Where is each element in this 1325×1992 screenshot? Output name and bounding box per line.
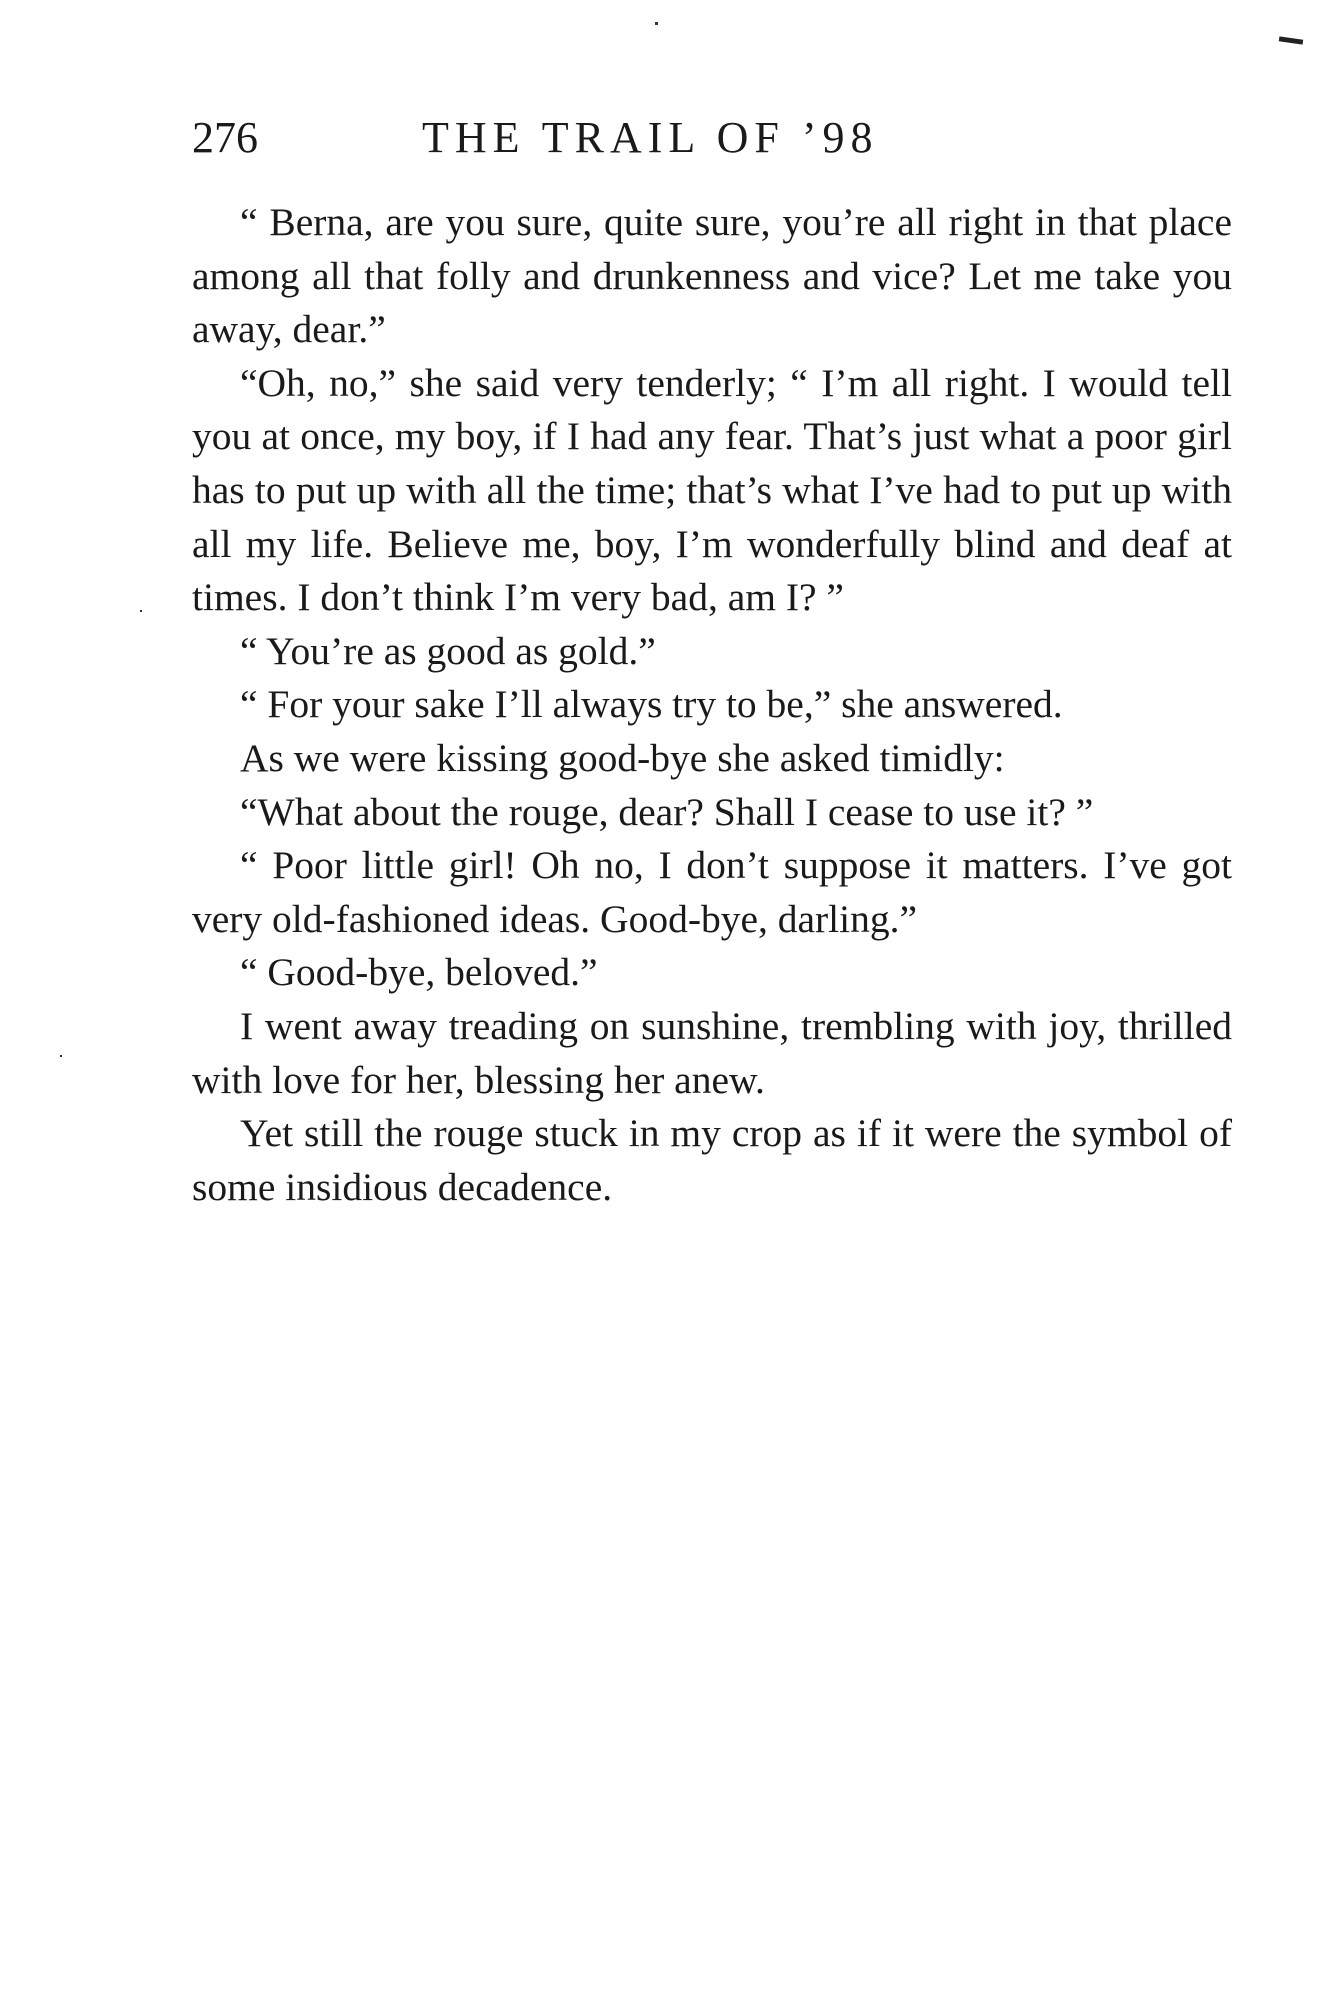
paragraph: “What about the rouge, dear? Shall I cease to use it? ” xyxy=(240,789,1094,834)
paragraph: “Oh, no,” she said very tenderly; “ I’m all right. I would tell you at once, my boy, if I had any fear. That’s just what a poor girl has to put up with all the time; that’s what I’ve had to put up with all my life. Believe me, boy, I’m wonderfully blind and deaf at times. I don’t think I’m very bad, am I? ” xyxy=(192,360,1232,620)
paragraph: As we were kissing good-bye she asked timidly: xyxy=(240,735,1005,780)
paragraph: Yet still the rouge stuck in my crop as if it were the symbol of some insidious decadence. xyxy=(192,1111,1232,1209)
scan-speck xyxy=(60,1055,62,1057)
running-title: THE TRAIL OF ’98 xyxy=(422,113,879,162)
paragraph: I went away treading on sunshine, trembling with joy, thrilled with love for her, blessing her anew. xyxy=(192,1003,1232,1102)
paragraph: “ For your sake I’ll always try to be,” she answered. xyxy=(240,682,1063,727)
page-number: 276 xyxy=(192,113,258,162)
paragraph: “ Poor little girl! Oh no, I don’t suppose it matters. I’ve got very old-fashioned ideas. Good-bye, darling.” xyxy=(192,843,1232,941)
scan-speck xyxy=(655,22,658,25)
body-text xyxy=(192,196,1232,1214)
paragraph: “ Berna, are you sure, quite sure, you’re all right in that place among all that folly and drunkenness and vice? Let me take you away, dear.” xyxy=(192,200,1232,352)
scan-speck xyxy=(140,610,142,612)
scan-edge-mark xyxy=(1279,36,1303,44)
paragraph: “ Good-bye, beloved.” xyxy=(240,950,598,995)
paragraph: “ You’re as good as gold.” xyxy=(240,628,656,673)
running-head xyxy=(192,108,1232,168)
